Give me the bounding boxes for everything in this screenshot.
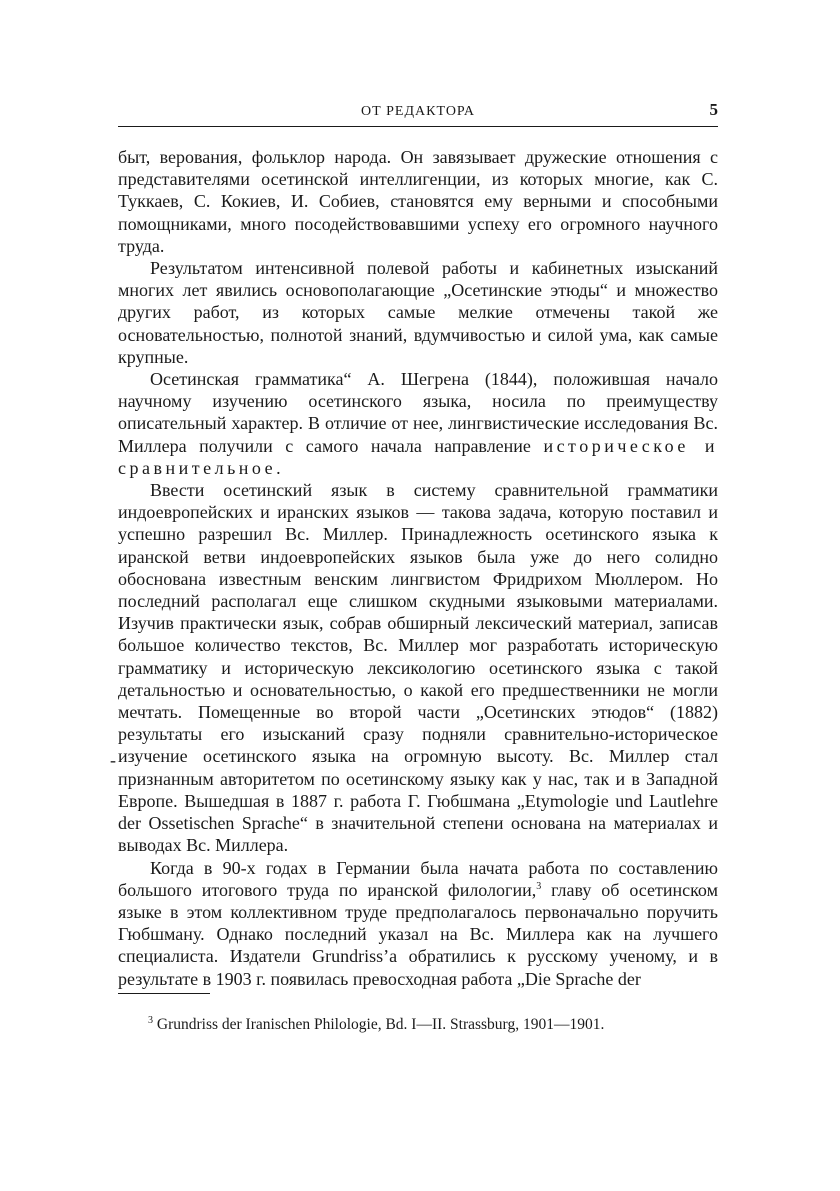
footnote-reference[interactable]: 3 bbox=[536, 880, 542, 892]
paragraph-3 bbox=[118, 368, 718, 479]
header-divider bbox=[118, 126, 718, 127]
paragraph-5-rest: главу об осетинском языке в этом коллективном труде предполагалось первоначально поручить Гюбшману. Однако последний указал на Вс. Миллера как на лучшего специалиста. Издатели Grundriss’a обратились к русскому ученому, и в результате в 1903 г. появилась превосходная работа „Die Sprache der bbox=[118, 879, 718, 989]
footnote-divider bbox=[118, 993, 210, 994]
footnote-number: 3 bbox=[148, 1014, 153, 1026]
paragraph-1: быт, верования, фольклор народа. Он завязывает дружеские отношения с представителями осетинской интеллигенции, из которых многие, как С. Туккаев, С. Кокиев, И. Собиев, становятся ему верными и способными помощниками, много посодействовавшими успеху его огромного научного труда. bbox=[118, 147, 718, 256]
footnote-text: Grundriss der Iranischen Philologie, Bd. I—II. Strassburg, 1901—1901. bbox=[153, 1016, 605, 1033]
body-text bbox=[118, 146, 718, 990]
header-title: ОТ РЕДАКТОРА bbox=[360, 104, 476, 119]
footnote bbox=[148, 1015, 728, 1035]
paragraph-5 bbox=[118, 857, 718, 990]
paragraph-5-text: Когда в 90-х годах в Германии была начата работа по составлению большого итогового труда по иранской филологии, bbox=[118, 857, 718, 900]
page-number: 5 bbox=[709, 100, 718, 119]
paragraph-2: Результатом интенсивной полевой работы и кабинетных изысканий многих лет явились основополагающие „Осетинские этюды“ и множество других работ, из которых самые мелкие отмечены такой же основательностью, полнотой знаний, вдумчивостью и силой ума, как самые крупные. bbox=[118, 258, 718, 367]
paragraph-3-end: . bbox=[276, 457, 281, 478]
margin-mark: - bbox=[110, 750, 116, 770]
paragraph-4: Ввести осетинский язык в систему сравнительной грамматики индоевропейских и иранских языков — такова задача, которую поставил и успешно разрешил Вс. Миллер. Принадлежность осетинского языка к иранской ветви индоевропейских языков была уже до него солидно обоснована известным венским лингвистом Фридрихом Мюллером. Но последний располагал еще слишком скудными языковыми материалами. Изучив практически язык, собрав обширный лексический материал, записав большое количество текстов, Вс. Миллер мог разработать историческую грамматику и историческую лексикологию осетинского языка с такой детальностью и основательностью, о какой его предшественники не могли мечтать. Помещенные во второй части „Осетинских этюдов“ (1882) результаты его изысканий сразу подняли сравнительно-историческое изучение осетинского языка на огромную высоту. Вс. Миллер стал признанным авторитетом по осетинскому языку как у нас, так и в Западной Европе. Вышедшая в 1887 г. работа Г. Гюбшмана „Etymologie und Lautlehre der Ossetischen Sprache“ в значительной степени основана на материалах и выводах Вс. Миллера. bbox=[118, 480, 718, 856]
paragraph-3-text: Осетинская грамматика“ А. Шегрена (1844), положившая начало научному изучению осетинского языка, носила по преимуществу описательный характер. В отличие от нее, лингвистические исследования Вс. Миллера получили с самого начала направление bbox=[118, 369, 718, 456]
spaced-emphasis: историческое и сравнительное bbox=[118, 435, 718, 478]
